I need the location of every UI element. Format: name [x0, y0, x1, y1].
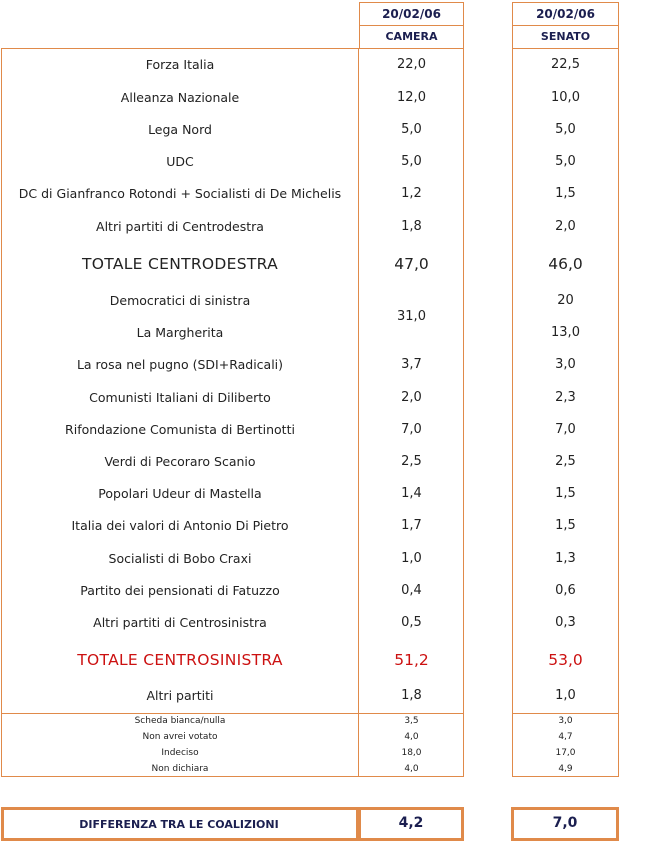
row-label-forza-italia: Forza Italia — [145, 57, 215, 72]
senato-value-rosa-nel-pugno: 3,0 — [555, 357, 576, 372]
camera-value-scheda-bianca: 3,5 — [404, 716, 419, 726]
row-label-italia-valori: Italia dei valori di Antonio Di Pietro — [71, 518, 289, 533]
camera-column-header: CAMERA — [359, 25, 464, 49]
senato-value-democratici-sinistra: 20 — [557, 293, 574, 308]
difference-label: DIFFERENZA TRA LE COALIZIONI — [79, 818, 279, 831]
row-label-udc: UDC — [166, 154, 194, 169]
senato-value-altri-centrosinistra: 0,3 — [555, 615, 576, 630]
difference-camera-value: 4,2 — [398, 815, 424, 831]
senato-date-header: 20/02/06 — [512, 2, 619, 26]
camera-value-altri-partiti: 1,8 — [401, 688, 422, 703]
camera-date-header: 20/02/06 — [359, 2, 464, 26]
row-label-democratici-sinistra: Democratici di sinistra — [109, 293, 251, 308]
senato-value-pensionati: 0,6 — [555, 583, 576, 598]
camera-value-rifondazione: 7,0 — [401, 422, 422, 437]
camera-value-altri-centrodestra: 1,8 — [401, 219, 422, 234]
row-label-verdi: Verdi di Pecoraro Scanio — [104, 454, 256, 469]
row-label-non-dichiara: Non dichiara — [151, 764, 209, 774]
senato-value-alleanza-nazionale: 10,0 — [551, 90, 580, 105]
camera-value-verdi: 2,5 — [401, 454, 422, 469]
senato-value-rifondazione: 7,0 — [555, 422, 576, 437]
senato-value-comunisti-italiani: 2,3 — [555, 390, 576, 405]
camera-value-non-avrei-votato: 4,0 — [404, 732, 419, 742]
camera-value-italia-valori: 1,7 — [401, 518, 422, 533]
senato-value-udc: 5,0 — [555, 154, 576, 169]
row-label-lega-nord: Lega Nord — [148, 122, 212, 137]
row-label-rifondazione: Rifondazione Comunista di Bertinotti — [65, 422, 295, 437]
senato-value-la-margherita: 13,0 — [551, 325, 580, 340]
senato-value-indeciso: 17,0 — [555, 748, 576, 758]
camera-value-comunisti-italiani: 2,0 — [401, 390, 422, 405]
camera-value-udc: 5,0 — [401, 154, 422, 169]
row-label-non-avrei-votato: Non avrei votato — [142, 732, 218, 742]
camera-value-alleanza-nazionale: 12,0 — [397, 90, 426, 105]
senato-value-italia-valori: 1,5 — [555, 518, 576, 533]
camera-value-socialisti-craxi: 1,0 — [401, 551, 422, 566]
senato-column-header: SENATO — [512, 25, 619, 49]
senato-value-verdi: 2,5 — [555, 454, 576, 469]
row-label-altri-partiti: Altri partiti — [146, 688, 214, 703]
camera-value-non-dichiara: 4,0 — [404, 764, 419, 774]
row-label-comunisti-italiani: Comunisti Italiani di Diliberto — [89, 390, 271, 405]
row-label-altri-centrosinistra: Altri partiti di Centrosinistra — [93, 615, 267, 630]
row-label-pensionati: Partito dei pensionati di Fatuzzo — [80, 583, 280, 598]
senato-value-totale-centrodestra: 46,0 — [548, 255, 583, 273]
camera-value-pensionati: 0,4 — [401, 583, 422, 598]
row-label-udeur: Popolari Udeur di Mastella — [98, 486, 262, 501]
row-label-dc-rotondi: DC di Gianfranco Rotondi + Socialisti di De Michelis — [18, 186, 342, 201]
senato-value-udeur: 1,5 — [555, 486, 576, 501]
minor-rows-divider-camera — [1, 713, 464, 714]
difference-senato-value: 7,0 — [552, 815, 578, 831]
senato-value-non-dichiara: 4,9 — [558, 764, 573, 774]
camera-value-altri-centrosinistra: 0,5 — [401, 615, 422, 630]
camera-value-udeur: 1,4 — [401, 486, 422, 501]
senato-value-altri-centrodestra: 2,0 — [555, 219, 576, 234]
row-label-rosa-nel-pugno: La rosa nel pugno (SDI+Radicali) — [76, 357, 284, 372]
senato-value-forza-italia: 22,5 — [551, 57, 580, 72]
senato-value-totale-centrosinistra: 53,0 — [548, 651, 583, 669]
row-label-alleanza-nazionale: Alleanza Nazionale — [120, 90, 240, 105]
camera-value-totale-centrosinistra: 51,2 — [394, 651, 429, 669]
row-label-altri-centrodestra: Altri partiti di Centrodestra — [96, 219, 264, 234]
row-label-indeciso: Indeciso — [161, 748, 199, 758]
senato-value-altri-partiti: 1,0 — [555, 688, 576, 703]
senato-value-socialisti-craxi: 1,3 — [555, 551, 576, 566]
camera-value-ds-margherita: 31,0 — [397, 309, 426, 324]
senato-value-non-avrei-votato: 4,7 — [558, 732, 573, 742]
senato-value-lega-nord: 5,0 — [555, 122, 576, 137]
camera-value-rosa-nel-pugno: 3,7 — [401, 357, 422, 372]
senato-value-dc-rotondi: 1,5 — [555, 186, 576, 201]
label-column-divider — [358, 48, 359, 777]
camera-value-dc-rotondi: 1,2 — [401, 186, 422, 201]
minor-rows-divider-senato — [512, 713, 619, 714]
camera-value-forza-italia: 22,0 — [397, 57, 426, 72]
row-label-totale-centrodestra: TOTALE CENTRODESTRA — [81, 255, 279, 273]
row-label-totale-centrosinistra: TOTALE CENTROSINISTRA — [77, 651, 283, 669]
row-label-scheda-bianca: Scheda bianca/nulla — [134, 716, 226, 726]
camera-value-lega-nord: 5,0 — [401, 122, 422, 137]
senato-value-scheda-bianca: 3,0 — [558, 716, 573, 726]
camera-value-totale-centrodestra: 47,0 — [394, 255, 429, 273]
row-label-la-margherita: La Margherita — [136, 325, 224, 340]
camera-value-indeciso: 18,0 — [401, 748, 422, 758]
row-label-socialisti-craxi: Socialisti di Bobo Craxi — [108, 551, 252, 566]
